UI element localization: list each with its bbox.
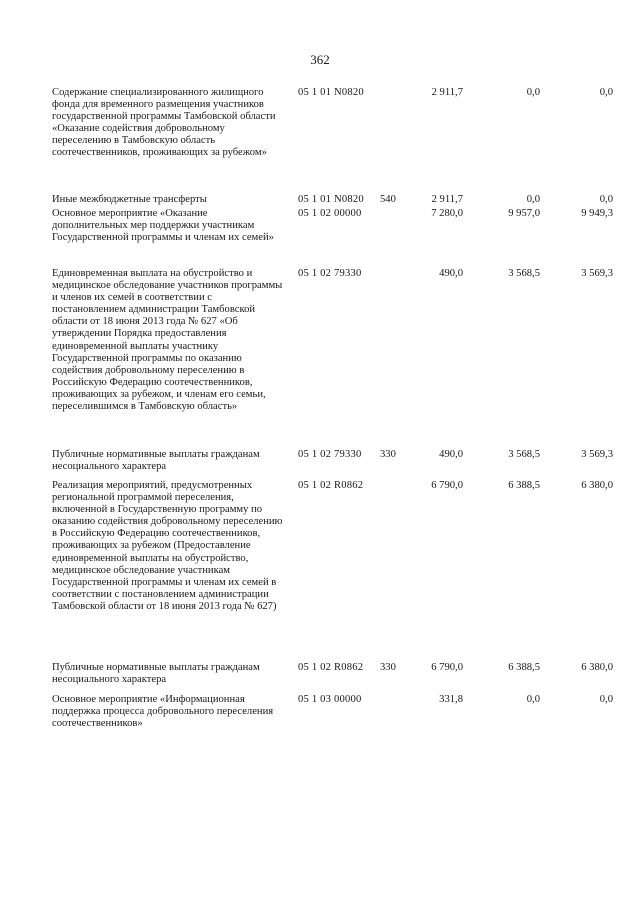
row-sum-3: 0,0 xyxy=(599,694,613,705)
row-code: 05 1 02 R0862 xyxy=(298,662,364,673)
table-row xyxy=(0,662,640,694)
row-sum-2: 0,0 xyxy=(526,694,540,705)
row-sum-3: 3 569,3 xyxy=(581,268,613,279)
row-sum-1: 2 911,7 xyxy=(431,87,463,98)
table-row xyxy=(0,449,640,480)
row-description: Иные межбюджетные трансферты xyxy=(52,194,207,205)
row-description: Основное мероприятие «Оказание дополнительных мер поддержки участникам Государственной программы и членам их семей» xyxy=(52,208,274,244)
row-sum-1: 2 911,7 xyxy=(431,194,463,205)
row-sum-3: 6 380,0 xyxy=(581,480,613,491)
row-sum-3: 9 949,3 xyxy=(581,208,613,219)
row-sum-1: 490,0 xyxy=(439,449,463,460)
row-sum-3: 0,0 xyxy=(599,87,613,98)
row-sum-2: 6 388,5 xyxy=(508,480,540,491)
row-sum-2: 9 957,0 xyxy=(508,208,540,219)
row-expense-type: 330 xyxy=(380,662,396,673)
table-row xyxy=(0,694,640,739)
row-sum-2: 6 388,5 xyxy=(508,662,540,673)
row-description: Реализация мероприятий, предусмотренных региональной программой переселения, включенной в Государственную программу по оказанию содействия добровольному переселению в Российскую Федерацию соотечественников, проживающих за рубежом (Предоставление единовременной выплаты на обустройство, медицинское обследование участникам Государственной программы и членам их семей в соответствии с постановлением администрации Тамбовской области от 18 июня 2013 года № 627) xyxy=(52,480,283,612)
row-code: 05 1 01 N0820 xyxy=(298,194,364,205)
row-description: Содержание специализированного жилищного фонда для временного размещения участников государственной программы Тамбовской области «Оказание содействия добровольному переселению в Тамбовскую область соотечественников, проживающих за рубежом» xyxy=(52,87,276,159)
table-row xyxy=(0,208,640,268)
table-row xyxy=(0,480,640,662)
row-code: 05 1 02 79330 xyxy=(298,449,362,460)
row-code: 05 1 02 R0862 xyxy=(298,480,364,491)
row-sum-3: 0,0 xyxy=(599,194,613,205)
row-sum-3: 3 569,3 xyxy=(581,449,613,460)
row-sum-2: 0,0 xyxy=(526,87,540,98)
row-code: 05 1 01 N0820 xyxy=(298,87,364,98)
row-sum-1: 6 790,0 xyxy=(431,480,463,491)
row-code: 05 1 02 00000 xyxy=(298,208,362,219)
row-sum-1: 6 790,0 xyxy=(431,662,463,673)
row-sum-1: 331,8 xyxy=(439,694,463,705)
row-sum-2: 3 568,5 xyxy=(508,449,540,460)
row-sum-2: 0,0 xyxy=(526,194,540,205)
table-row xyxy=(0,87,640,194)
row-code: 05 1 03 00000 xyxy=(298,694,362,705)
row-description: Публичные нормативные выплаты гражданам несоциального характера xyxy=(52,662,260,686)
row-description: Основное мероприятие «Информационная поддержка процесса добровольного переселения соотечественников» xyxy=(52,694,274,730)
row-sum-1: 7 280,0 xyxy=(431,208,463,219)
page-number: 362 xyxy=(310,52,330,67)
row-sum-3: 6 380,0 xyxy=(581,662,613,673)
budget-table xyxy=(0,87,640,739)
table-row xyxy=(0,194,640,208)
row-expense-type: 330 xyxy=(380,449,396,460)
row-sum-1: 490,0 xyxy=(439,268,463,279)
row-sum-2: 3 568,5 xyxy=(508,268,540,279)
row-expense-type: 540 xyxy=(380,194,396,205)
table-row xyxy=(0,268,640,449)
row-description: Единовременная выплата на обустройство и медицинское обследование участников программы и членов их семей в соответствии с постановлением администрации Тамбовской области от 18 июня 2013 года № 627 «Об утверждении Порядка предоставления единовременной выплаты участнику Государственной программы по оказанию содействия добровольному переселению в Российскую Федерацию соотечественников, проживающих за рубежом, и членам его семьи, переселившимся в Тамбовскую область» xyxy=(52,268,283,413)
row-description: Публичные нормативные выплаты гражданам несоциального характера xyxy=(52,449,260,473)
row-code: 05 1 02 79330 xyxy=(298,268,362,279)
